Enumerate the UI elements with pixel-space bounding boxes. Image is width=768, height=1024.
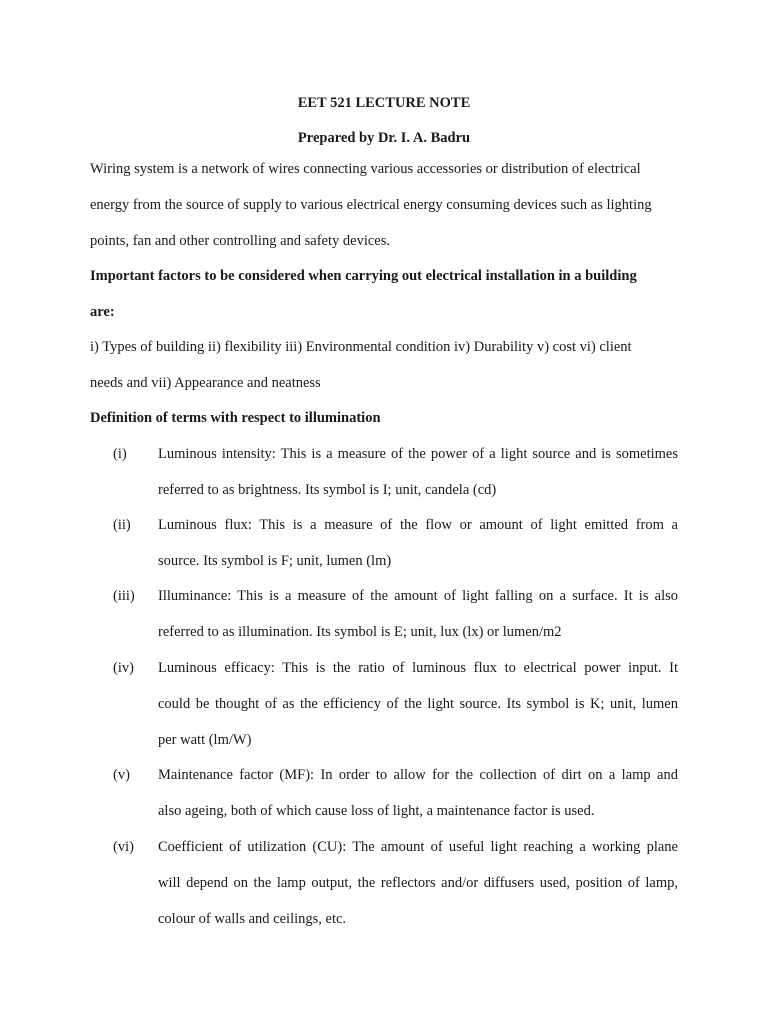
factors-list bbox=[90, 329, 680, 401]
factors-line: needs and vii) Appearance and neatness bbox=[90, 375, 321, 391]
definition-number: (ii) bbox=[113, 517, 131, 533]
definition-line: could be thought of as the efficiency of the light source. Its symbol is K; unit, lumen bbox=[158, 696, 678, 712]
factors-heading-line: Important factors to be considered when carrying out electrical installation in a building bbox=[90, 268, 637, 284]
definition-luminous-intensity bbox=[158, 436, 678, 508]
definition-line: Luminous flux: This is a measure of the flow or amount of light emitted from a bbox=[158, 517, 678, 533]
definition-line: also ageing, both of which cause loss of light, a maintenance factor is used. bbox=[158, 803, 595, 819]
definition-number: (iv) bbox=[113, 660, 134, 676]
definition-luminous-efficacy bbox=[158, 650, 678, 758]
intro-paragraph bbox=[90, 151, 680, 259]
definition-line: colour of walls and ceilings, etc. bbox=[158, 911, 347, 927]
definition-line: source. Its symbol is F; unit, lumen (lm) bbox=[158, 553, 392, 569]
factors-line: i) Types of building ii) flexibility iii) Environmental condition iv) Durability v) cost vi) client bbox=[90, 339, 632, 355]
definition-line: Coefficient of utilization (CU): The amount of useful light reaching a working plane bbox=[158, 839, 678, 855]
definition-number: (vi) bbox=[113, 839, 134, 855]
definition-line: Luminous efficacy: This is the ratio of luminous flux to electrical power input. It bbox=[158, 660, 678, 676]
intro-line: Wiring system is a network of wires connecting various accessories or distribution of electrical bbox=[90, 161, 641, 177]
definition-line: referred to as brightness. Its symbol is I; unit, candela (cd) bbox=[158, 482, 497, 498]
definition-line: Luminous intensity: This is a measure of the power of a light source and is sometimes bbox=[158, 446, 678, 462]
definition-illuminance bbox=[158, 578, 678, 650]
factors-heading-line: are: bbox=[90, 304, 115, 320]
intro-line: energy from the source of supply to various electrical energy consuming devices such as lighting bbox=[90, 197, 652, 213]
definition-number: (i) bbox=[113, 446, 127, 462]
definition-line: referred to as illumination. Its symbol is E; unit, lux (lx) or lumen/m2 bbox=[158, 624, 562, 640]
factors-heading bbox=[90, 258, 680, 330]
definition-line: will depend on the lamp output, the reflectors and/or diffusers used, position of lamp, bbox=[158, 875, 678, 891]
definitions-heading: Definition of terms with respect to illumination bbox=[90, 410, 381, 426]
definition-luminous-flux bbox=[158, 507, 678, 579]
definition-maintenance-factor bbox=[158, 757, 678, 829]
definition-number: (iii) bbox=[113, 588, 135, 604]
definition-line: per watt (lm/W) bbox=[158, 732, 252, 748]
document-title: EET 521 LECTURE NOTE bbox=[297, 95, 471, 111]
definition-line: Illuminance: This is a measure of the amount of light falling on a surface. It is also bbox=[158, 588, 678, 604]
definition-coefficient-of-utilization bbox=[158, 829, 678, 937]
definition-number: (v) bbox=[113, 767, 130, 783]
intro-line: points, fan and other controlling and safety devices. bbox=[90, 233, 390, 249]
definition-line: Maintenance factor (MF): In order to allow for the collection of dirt on a lamp and bbox=[158, 767, 678, 783]
author-line: Prepared by Dr. I. A. Badru bbox=[297, 130, 471, 146]
